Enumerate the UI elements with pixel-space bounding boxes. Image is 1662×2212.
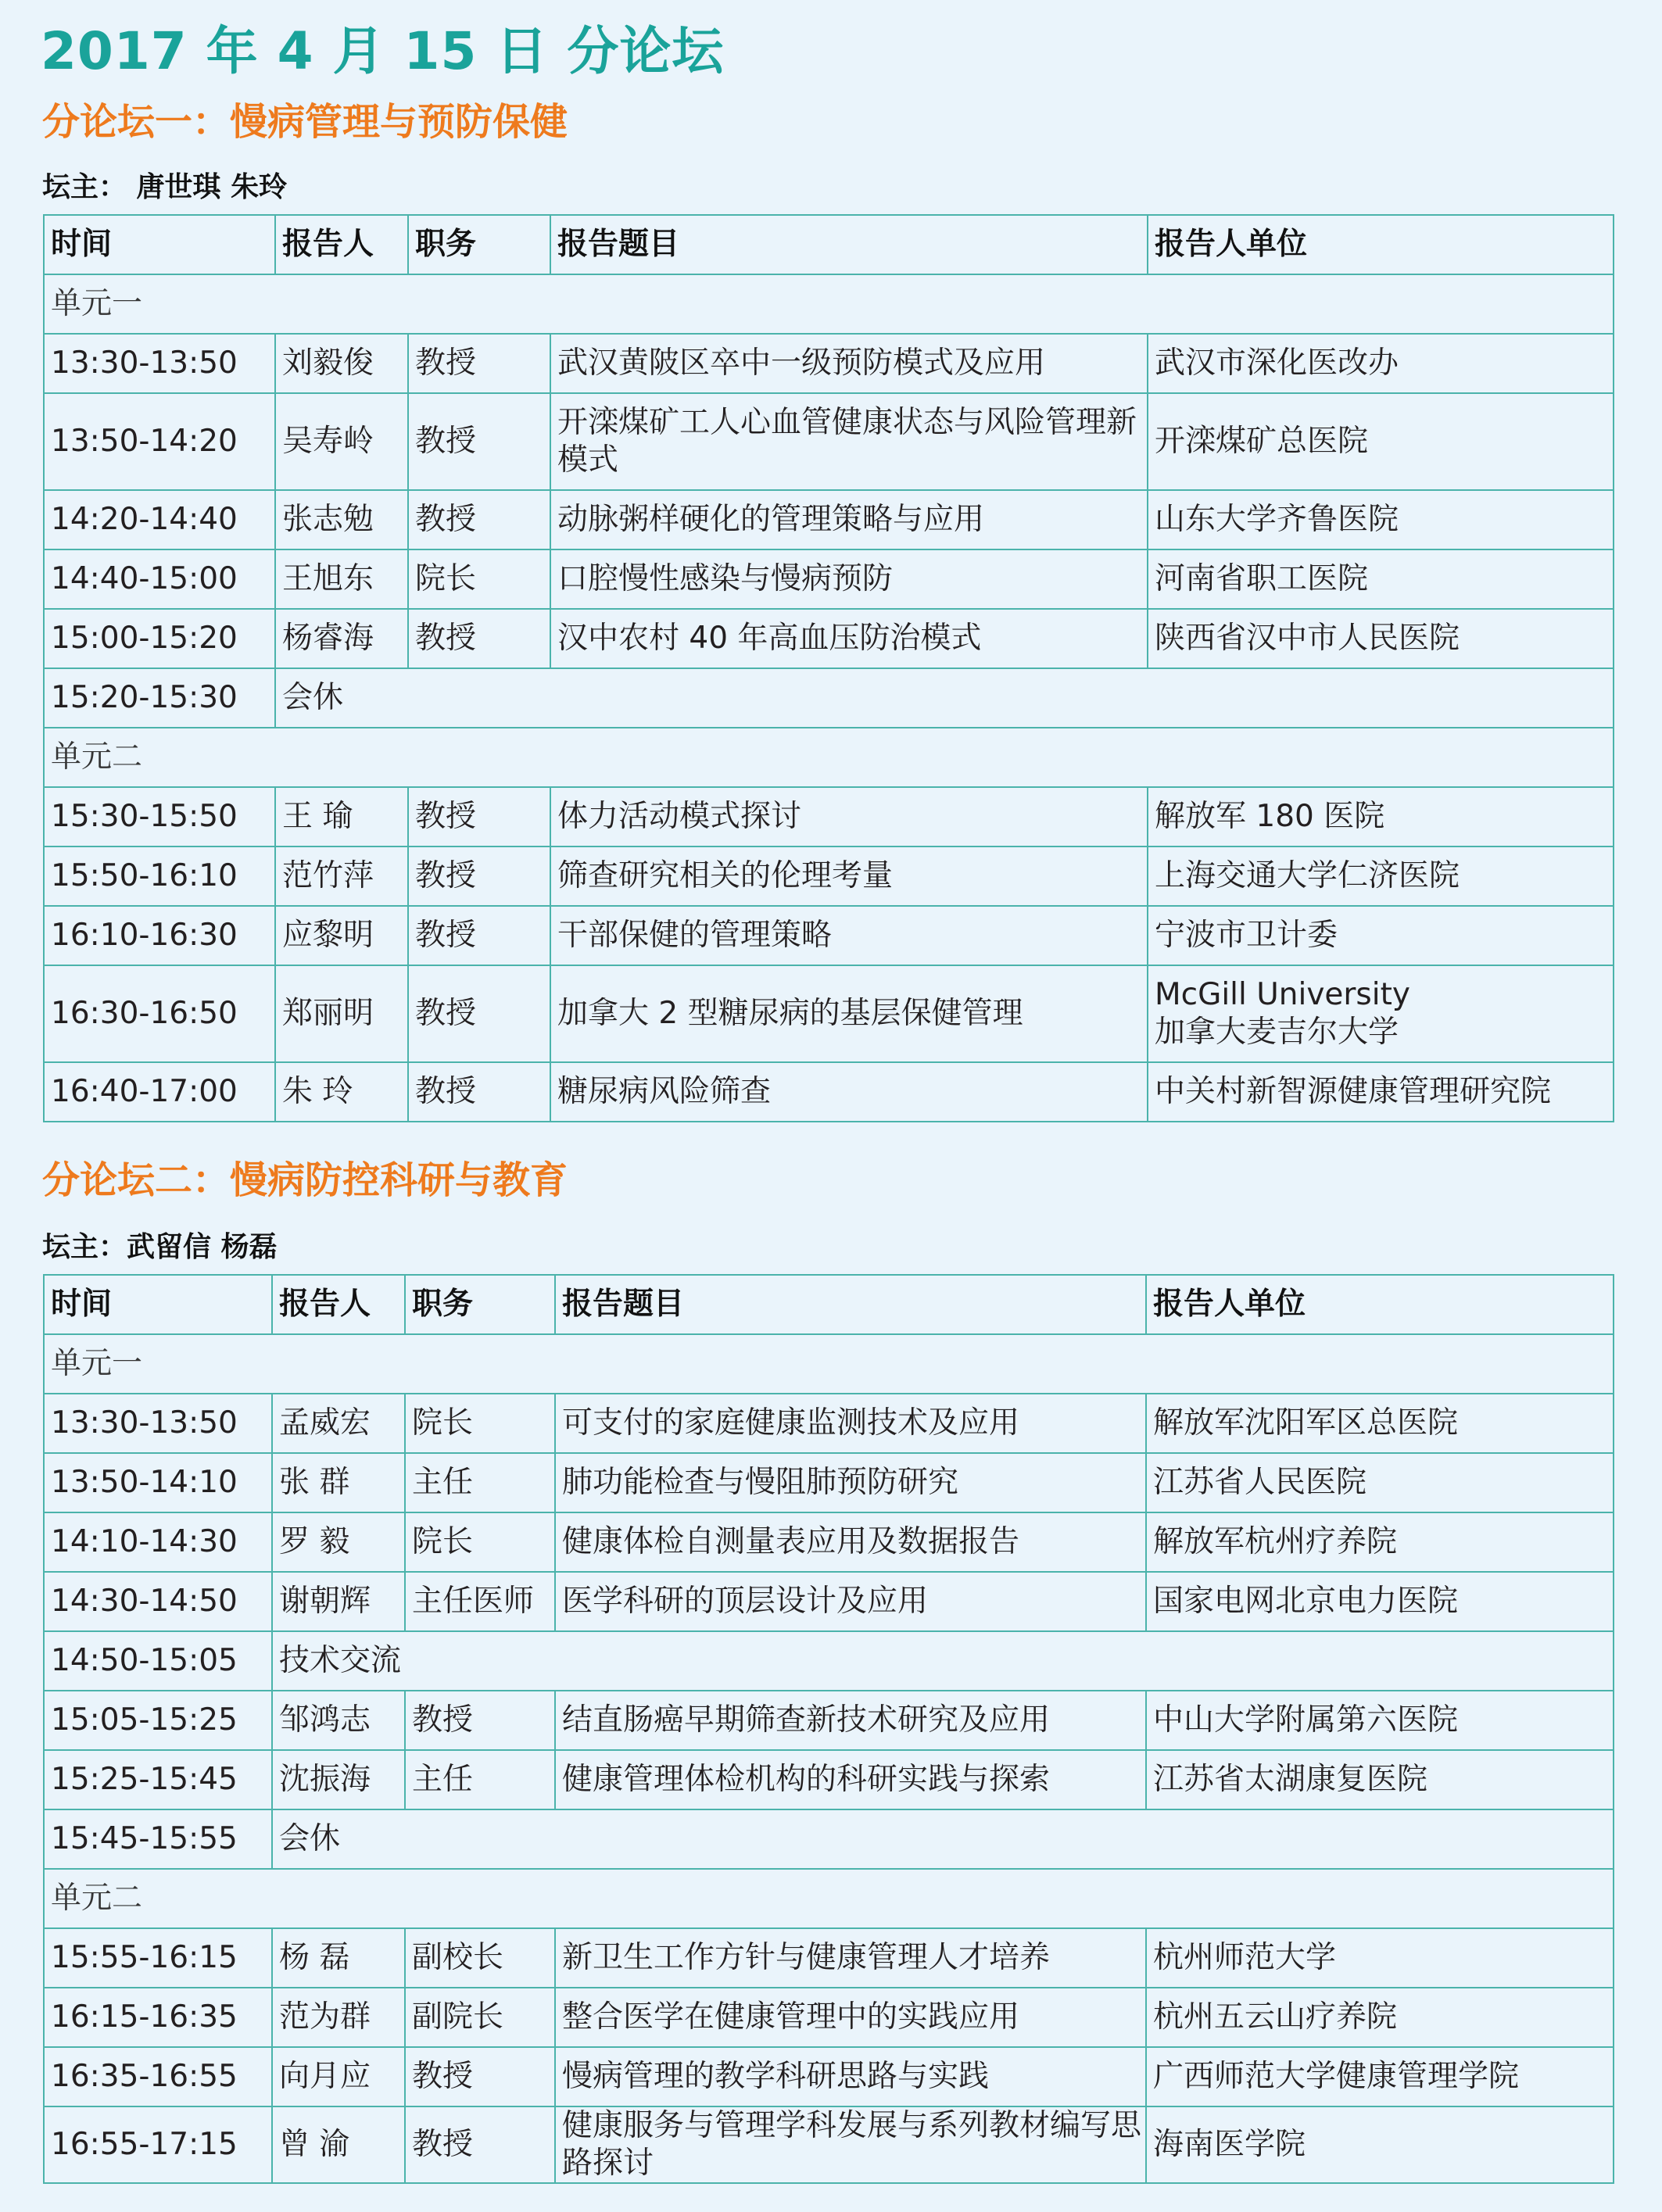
org-cell <box>1148 490 1614 549</box>
position-cell: 院长 <box>408 549 550 609</box>
topic-cell: 口腔慢性感染与慢病预防 <box>550 549 1148 609</box>
table-row <box>44 1453 1614 1512</box>
break-row <box>44 1631 1614 1691</box>
position-cell: 教授 <box>408 393 550 490</box>
position-cell: 教授 <box>408 334 550 393</box>
org-cell <box>1148 787 1614 847</box>
topic-cell: 健康体检自测量表应用及数据报告 <box>555 1512 1146 1572</box>
speaker-cell: 朱 玲 <box>275 1062 408 1122</box>
position-cell: 教授 <box>405 2106 555 2183</box>
speaker-cell: 杨 磊 <box>272 1928 405 1988</box>
break-label: 会休 <box>272 1809 1614 1869</box>
speaker-cell: 郑丽明 <box>275 965 408 1062</box>
speaker-cell: 应黎明 <box>275 906 408 965</box>
time-cell: 14:40-15:00 <box>44 549 275 609</box>
speaker-cell: 范为群 <box>272 1988 405 2047</box>
org-cell <box>1148 393 1614 490</box>
org-cell <box>1146 1394 1614 1453</box>
forum-1-hosts: 坛主： 唐世琪 朱玲 <box>42 171 288 203</box>
unit-row <box>44 274 1614 334</box>
table-row <box>44 549 1614 609</box>
speaker-cell: 邹鸿志 <box>272 1691 405 1750</box>
org-name: 解放军沈阳军区总医院 <box>1153 1405 1459 1441</box>
forum-2-hosts: 坛主：武留信 杨磊 <box>42 1231 278 1263</box>
time-header: 时间 <box>44 1275 272 1334</box>
unit-label: 单元一 <box>44 1334 1614 1394</box>
speaker-cell: 张 群 <box>272 1453 405 1512</box>
table-row <box>44 1394 1614 1453</box>
position-cell: 主任医师 <box>405 1572 555 1631</box>
unit-label: 单元一 <box>44 274 1614 334</box>
topic-header: 报告题目 <box>555 1275 1146 1334</box>
org-name: 中山大学附属第六医院 <box>1153 1702 1459 1738</box>
speaker-cell: 孟威宏 <box>272 1394 405 1453</box>
unit-label: 单元二 <box>44 1869 1614 1928</box>
org-name: 江苏省人民医院 <box>1153 1465 1367 1500</box>
topic-cell: 动脉粥样硬化的管理策略与应用 <box>550 490 1148 549</box>
org-name: 杭州师范大学 <box>1153 1940 1337 1975</box>
position-cell: 教授 <box>408 965 550 1062</box>
org-name: 陕西省汉中市人民医院 <box>1155 621 1460 656</box>
org-cell <box>1146 2106 1614 2183</box>
speaker-header: 报告人 <box>272 1275 405 1334</box>
time-cell: 15:25-15:45 <box>44 1750 272 1809</box>
speaker-cell: 沈振海 <box>272 1750 405 1809</box>
topic-header: 报告题目 <box>550 215 1148 274</box>
time-cell: 15:30-15:50 <box>44 787 275 847</box>
position-cell: 教授 <box>405 2047 555 2106</box>
speaker-cell: 向月应 <box>272 2047 405 2106</box>
org-name: 国家电网北京电力医院 <box>1153 1584 1459 1619</box>
time-cell: 16:10-16:30 <box>44 906 275 965</box>
time-cell: 14:50-15:05 <box>44 1631 272 1691</box>
time-cell: 15:00-15:20 <box>44 609 275 668</box>
topic-cell: 糖尿病风险筛查 <box>550 1062 1148 1122</box>
break-row <box>44 668 1614 728</box>
org-cell <box>1148 334 1614 393</box>
forum-2-schedule-table <box>43 1274 1614 2184</box>
table-row <box>44 1062 1614 1122</box>
unit-row <box>44 1869 1614 1928</box>
time-cell: 13:30-13:50 <box>44 1394 272 1453</box>
forum-1-title: 分论坛一：慢病管理与预防保健 <box>42 100 568 144</box>
table-row <box>44 1750 1614 1809</box>
time-cell: 15:55-16:15 <box>44 1928 272 1988</box>
speaker-cell: 刘毅俊 <box>275 334 408 393</box>
table-row <box>44 965 1614 1062</box>
time-cell: 14:10-14:30 <box>44 1512 272 1572</box>
break-row <box>44 1809 1614 1869</box>
table-row <box>44 609 1614 668</box>
position-cell: 教授 <box>408 906 550 965</box>
position-cell: 教授 <box>408 787 550 847</box>
table-row <box>44 1988 1614 2047</box>
org-cell <box>1146 1988 1614 2047</box>
org-header: 报告人单位 <box>1148 215 1614 274</box>
time-cell: 14:30-14:50 <box>44 1572 272 1631</box>
table-row <box>44 1691 1614 1750</box>
topic-cell: 加拿大 2 型糖尿病的基层保健管理 <box>550 965 1148 1062</box>
topic-cell: 开滦煤矿工人心血管健康状态与风险管理新模式 <box>550 393 1148 490</box>
position-cell: 院长 <box>405 1394 555 1453</box>
org-cell <box>1148 609 1614 668</box>
position-cell: 院长 <box>405 1512 555 1572</box>
position-cell: 教授 <box>408 490 550 549</box>
org-cell <box>1148 549 1614 609</box>
time-cell: 15:50-16:10 <box>44 847 275 906</box>
unit-row <box>44 1334 1614 1394</box>
topic-cell: 健康服务与管理学科发展与系列教材编写思路探讨 <box>555 2106 1146 2183</box>
table-row <box>44 1572 1614 1631</box>
unit-label: 单元二 <box>44 728 1614 787</box>
time-cell: 13:50-14:10 <box>44 1453 272 1512</box>
speaker-cell: 曾 渝 <box>272 2106 405 2183</box>
org-name: 上海交通大学仁济医院 <box>1155 858 1460 893</box>
topic-cell: 汉中农村 40 年高血压防治模式 <box>550 609 1148 668</box>
topic-cell: 新卫生工作方针与健康管理人才培养 <box>555 1928 1146 1988</box>
break-label: 会休 <box>275 668 1614 728</box>
topic-cell: 肺功能检查与慢阻肺预防研究 <box>555 1453 1146 1512</box>
speaker-cell: 谢朝辉 <box>272 1572 405 1631</box>
org-name: 宁波市卫计委 <box>1155 918 1338 953</box>
position-header: 职务 <box>405 1275 555 1334</box>
break-label: 技术交流 <box>272 1631 1614 1691</box>
org-cell <box>1146 1750 1614 1809</box>
org-name: 江苏省太湖康复医院 <box>1153 1762 1428 1797</box>
topic-cell: 健康管理体检机构的科研实践与探索 <box>555 1750 1146 1809</box>
org-name: 解放军杭州疗养院 <box>1153 1524 1398 1559</box>
table-row <box>44 2047 1614 2106</box>
page-title: 2017 年 4 月 15 日 分论坛 <box>41 21 725 81</box>
speaker-cell: 张志勉 <box>275 490 408 549</box>
org-name: 山东大学齐鲁医院 <box>1155 502 1399 537</box>
topic-cell: 体力活动模式探讨 <box>550 787 1148 847</box>
table-row <box>44 490 1614 549</box>
org-cell <box>1148 847 1614 906</box>
table-row <box>44 1512 1614 1572</box>
topic-cell: 武汉黄陂区卒中一级预防模式及应用 <box>550 334 1148 393</box>
topic-cell: 整合医学在健康管理中的实践应用 <box>555 1988 1146 2047</box>
position-cell: 主任 <box>405 1453 555 1512</box>
org-cell <box>1146 1572 1614 1631</box>
org-name: McGill University <box>1155 977 1410 1012</box>
time-cell: 15:20-15:30 <box>44 668 275 728</box>
time-cell: 16:55-17:15 <box>44 2106 272 2183</box>
speaker-cell: 杨睿海 <box>275 609 408 668</box>
org-header: 报告人单位 <box>1146 1275 1614 1334</box>
time-cell: 13:50-14:20 <box>44 393 275 490</box>
org-cell <box>1146 1691 1614 1750</box>
time-cell: 15:45-15:55 <box>44 1809 272 1869</box>
position-cell: 教授 <box>405 1691 555 1750</box>
table-row <box>44 393 1614 490</box>
time-cell: 15:05-15:25 <box>44 1691 272 1750</box>
org-name: 河南省职工医院 <box>1155 561 1369 596</box>
org-name: 广西师范大学健康管理学院 <box>1153 2059 1520 2094</box>
speaker-header: 报告人 <box>275 215 408 274</box>
org-cell <box>1148 965 1614 1062</box>
position-header: 职务 <box>408 215 550 274</box>
topic-cell: 慢病管理的教学科研思路与实践 <box>555 2047 1146 2106</box>
forum-1-schedule-table <box>43 214 1614 1122</box>
org-name-secondary: 加拿大麦吉尔大学 <box>1155 1015 1399 1050</box>
topic-cell: 筛查研究相关的伦理考量 <box>550 847 1148 906</box>
time-cell: 14:20-14:40 <box>44 490 275 549</box>
table-row <box>44 2106 1614 2183</box>
org-cell <box>1148 1062 1614 1122</box>
topic-cell: 干部保健的管理策略 <box>550 906 1148 965</box>
table-header-row <box>44 215 1614 274</box>
org-cell <box>1146 2047 1614 2106</box>
time-cell: 16:30-16:50 <box>44 965 275 1062</box>
topic-cell: 可支付的家庭健康监测技术及应用 <box>555 1394 1146 1453</box>
topic-cell: 医学科研的顶层设计及应用 <box>555 1572 1146 1631</box>
speaker-cell: 王 瑜 <box>275 787 408 847</box>
time-cell: 16:35-16:55 <box>44 2047 272 2106</box>
org-cell <box>1148 906 1614 965</box>
position-cell: 教授 <box>408 609 550 668</box>
unit-row <box>44 728 1614 787</box>
speaker-cell: 王旭东 <box>275 549 408 609</box>
time-cell: 16:15-16:35 <box>44 1988 272 2047</box>
table-row <box>44 1928 1614 1988</box>
position-cell: 主任 <box>405 1750 555 1809</box>
table-row <box>44 847 1614 906</box>
org-cell <box>1146 1928 1614 1988</box>
org-name: 中关村新智源健康管理研究院 <box>1155 1074 1552 1109</box>
table-header-row <box>44 1275 1614 1334</box>
time-header: 时间 <box>44 215 275 274</box>
forum-2-title: 分论坛二：慢病防控科研与教育 <box>42 1158 568 1202</box>
position-cell: 副校长 <box>405 1928 555 1988</box>
position-cell: 副院长 <box>405 1988 555 2047</box>
topic-cell: 结直肠癌早期筛查新技术研究及应用 <box>555 1691 1146 1750</box>
org-cell <box>1146 1453 1614 1512</box>
org-name: 解放军 180 医院 <box>1155 799 1385 834</box>
table-row <box>44 787 1614 847</box>
org-name: 海南医学院 <box>1153 2127 1306 2162</box>
position-cell: 教授 <box>408 1062 550 1122</box>
org-cell <box>1146 1512 1614 1572</box>
time-cell: 13:30-13:50 <box>44 334 275 393</box>
table-row <box>44 906 1614 965</box>
speaker-cell: 范竹萍 <box>275 847 408 906</box>
org-name: 开滦煤矿总医院 <box>1155 424 1369 459</box>
org-name: 杭州五云山疗养院 <box>1153 1999 1398 2035</box>
table-row <box>44 334 1614 393</box>
org-name: 武汉市深化医改办 <box>1155 345 1399 381</box>
position-cell: 教授 <box>408 847 550 906</box>
speaker-cell: 吴寿岭 <box>275 393 408 490</box>
speaker-cell: 罗 毅 <box>272 1512 405 1572</box>
time-cell: 16:40-17:00 <box>44 1062 275 1122</box>
